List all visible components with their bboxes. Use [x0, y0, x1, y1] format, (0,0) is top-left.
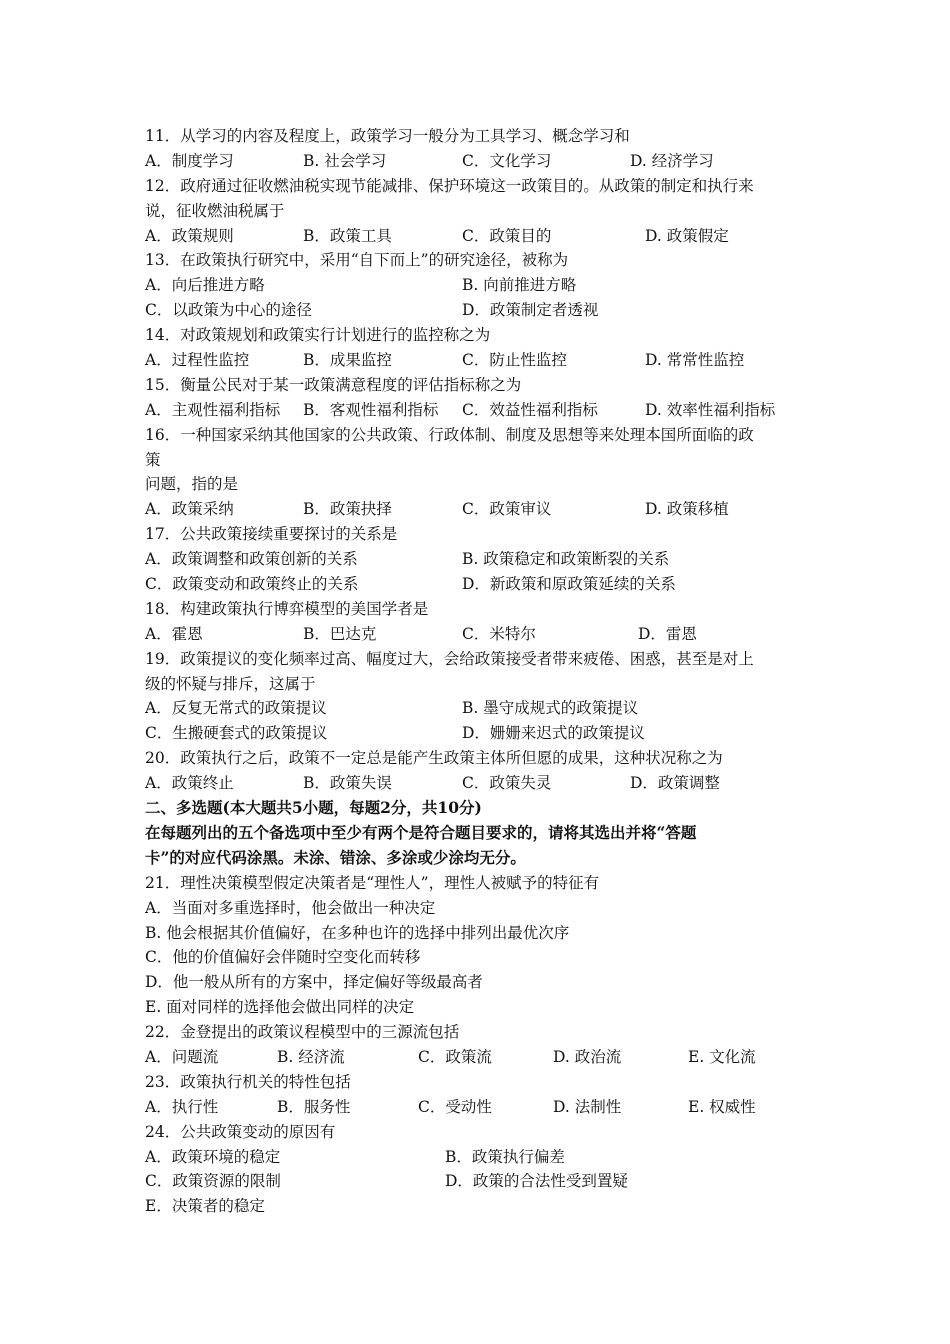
option-text: C．受动性: [418, 1097, 492, 1116]
option-text: D．姗姗来迟式的政策提议: [462, 724, 645, 743]
question-text: 23．政策执行机关的特性包括: [145, 1072, 351, 1091]
option-text: C．政策资源的限制: [145, 1172, 281, 1191]
exam-page: [145, 124, 805, 1219]
option-text: E. 文化流: [688, 1047, 756, 1066]
option-text: A．问题流: [145, 1047, 219, 1066]
option-text: B. 向前推进方略: [462, 276, 577, 295]
section-heading: 卡”的对应代码涂黑。未涂、错涂、多涂或少涂均无分。: [145, 847, 526, 867]
option-text: A．霍恩: [145, 624, 203, 643]
question-text: 24．公共政策变动的原因有: [145, 1122, 336, 1141]
option-text: B．客观性福利指标: [303, 400, 439, 419]
option-text: A．政策规则: [145, 226, 234, 245]
option-text: E. 权威性: [688, 1097, 756, 1116]
option-text: C．防止性监控: [462, 351, 567, 370]
question-text: 18．构建政策执行博弈模型的美国学者是: [145, 599, 429, 618]
question-text: 14．对政策规划和政策实行计划进行的监控称之为: [145, 326, 491, 345]
option-text: A．政策调整和政策创新的关系: [145, 550, 358, 569]
question-text: 21．理性决策模型假定决策者是“理性人”，理性人被赋予的特征有: [145, 873, 600, 892]
option-text: B．政策执行偏差: [445, 1147, 565, 1166]
question-text: 16．一种国家采纳其他国家的公共政策、行政体制、制度及思想等来处理本国所面临的政: [145, 425, 754, 444]
question-text: A．当面对多重选择时，他会做出一种决定: [145, 898, 436, 917]
option-text: D. 常常性监控: [645, 351, 745, 370]
option-text: B．政策工具: [303, 226, 392, 245]
options-row: [145, 497, 805, 522]
option-text: B．政策失误: [303, 774, 392, 793]
option-text: B. 政策稳定和政策断裂的关系: [462, 550, 670, 569]
option-text: D．雷恩: [638, 624, 697, 643]
options-row: [145, 398, 805, 423]
option-text: C．以政策为中心的途径: [145, 301, 312, 320]
option-text: A．制度学习: [145, 151, 234, 170]
question-text: 问题，指的是: [145, 475, 239, 494]
option-text: D．新政策和原政策延续的关系: [462, 575, 676, 594]
options-row: [145, 224, 805, 249]
question-text: 20．政策执行之后，政策不一定总是能产生政策主体所但愿的成果，这种状况称之为: [145, 749, 723, 768]
option-text: D. 政策移植: [645, 500, 729, 519]
option-text: C．文化学习: [462, 151, 552, 170]
option-text: D．政策调整: [630, 774, 720, 793]
option-text: C．政策变动和政策终止的关系: [145, 575, 359, 594]
option-text: B. 墨守成规式的政策提议: [462, 699, 639, 718]
question-text: 12．政府通过征收燃油税实现节能减排、保护环境这一政策目的。从政策的制定和执行来: [145, 176, 754, 195]
options-row: [145, 1145, 805, 1170]
option-text: C．政策审议: [462, 500, 552, 519]
question-text: 22．金登提出的政策议程模型中的三源流包括: [145, 1023, 460, 1042]
option-text: A．政策环境的稳定: [145, 1147, 281, 1166]
option-text: B．政策抉择: [303, 500, 392, 519]
question-text: 19．政策提议的变化频率过高、幅度过大，会给政策接受者带来疲倦、困惑，甚至是对上: [145, 649, 754, 668]
options-row: [145, 273, 805, 298]
question-text: E．决策者的稳定: [145, 1197, 265, 1216]
option-text: C．政策失灵: [462, 774, 552, 793]
options-row: [145, 622, 805, 647]
options-row: [145, 547, 805, 572]
question-text: 11．从学习的内容及程度上，政策学习一般分为工具学习、概念学习和: [145, 127, 630, 145]
option-text: B．服务性: [277, 1097, 351, 1116]
option-text: A．向后推进方略: [145, 276, 265, 295]
option-text: C．效益性福利指标: [462, 400, 598, 419]
options-row: [145, 572, 805, 597]
question-text: 策: [145, 450, 161, 469]
option-text: D. 法制性: [553, 1097, 622, 1116]
option-text: D. 政策假定: [645, 226, 729, 245]
question-text: 15．衡量公民对于某一政策满意程度的评估指标称之为: [145, 375, 522, 394]
options-row: [145, 149, 805, 174]
option-text: A．政策终止: [145, 774, 234, 793]
options-row: [145, 1095, 805, 1120]
question-text: 级的怀疑与排斥，这属于: [145, 674, 316, 693]
section-heading: 在每题列出的五个备选项中至少有两个是符合题目要求的，请将其选出并将“答题: [145, 822, 697, 842]
option-text: C．生搬硬套式的政策提议: [145, 724, 328, 743]
option-text: D. 效率性福利指标: [645, 400, 776, 419]
option-text: D. 政治流: [553, 1047, 622, 1066]
options-row: [145, 348, 805, 373]
question-text: B. 他会根据其价值偏好，在多种也许的选择中排列出最优次序: [145, 923, 570, 942]
option-text: B. 社会学习: [303, 151, 387, 170]
question-text: C．他的价值偏好会伴随时空变化而转移: [145, 948, 421, 967]
option-text: C．政策流: [418, 1047, 492, 1066]
question-text: 13．在政策执行研究中，采用“自下而上”的研究途径，被称为: [145, 251, 569, 270]
options-row: [145, 298, 805, 323]
options-row: [145, 1169, 805, 1194]
option-text: D. 经济学习: [630, 151, 714, 170]
options-row: [145, 771, 805, 796]
options-row: [145, 696, 805, 721]
options-row: [145, 721, 805, 746]
option-text: B．成果监控: [303, 351, 392, 370]
option-text: B. 经济流: [277, 1047, 345, 1066]
option-text: C．米特尔: [462, 624, 536, 643]
option-text: D．政策制定者透视: [462, 301, 599, 320]
option-text: A．反复无常式的政策提议: [145, 699, 327, 718]
question-text: 17．公共政策接续重要探讨的关系是: [145, 525, 398, 544]
option-text: A．过程性监控: [145, 351, 250, 370]
option-text: A．政策采纳: [145, 500, 234, 519]
option-text: C．政策目的: [462, 226, 552, 245]
option-text: B．巴达克: [303, 624, 377, 643]
option-text: A．执行性: [145, 1097, 219, 1116]
question-text: D．他一般从所有的方案中，择定偏好等级最高者: [145, 973, 483, 992]
question-text: E. 面对同样的选择他会做出同样的决定: [145, 998, 415, 1017]
option-text: A．主观性福利指标: [145, 400, 281, 419]
option-text: D．政策的合法性受到置疑: [445, 1172, 628, 1191]
options-row: [145, 1045, 805, 1070]
section-heading: 二、多选题(本大题共5小题，每题2分，共10分): [145, 798, 482, 818]
question-text: 说，征收燃油税属于: [145, 201, 285, 220]
